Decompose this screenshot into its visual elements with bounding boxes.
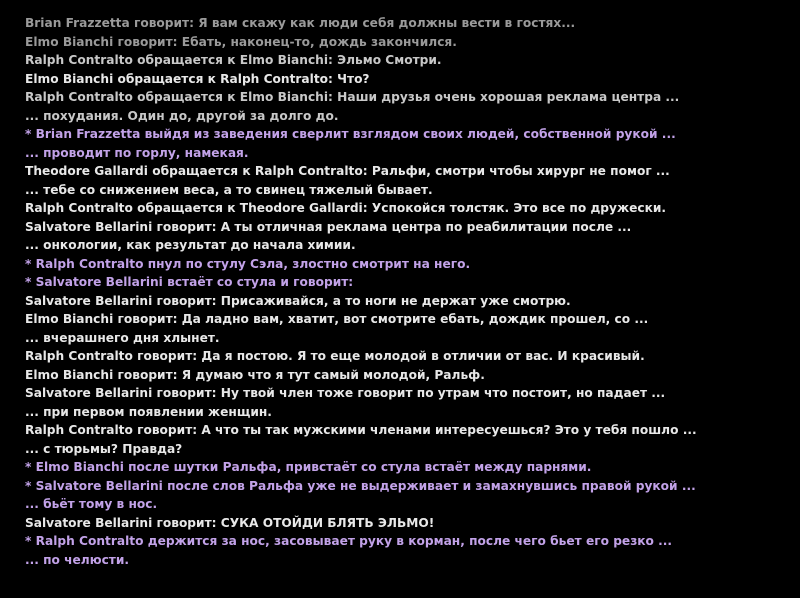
chat-line: Ralph Contralto говорит: Да я постою. Я то еще молодой в отличии от вас. И красивый. (25, 349, 645, 363)
chat-line: Salvatore Bellarini говорит: Присаживайся, а то ноги не держат уже смотрю. (25, 293, 571, 308)
chat-line: Elmo Bianchi обращается к Ralph Contralto: Что? (25, 71, 370, 86)
chat-line: ... с тюрьмы? Правда? (25, 441, 183, 456)
chat-line: Elmo Bianchi говорит: Ебать, наконец-то, дождь закончился. (25, 34, 457, 49)
chat-line: Elmo Bianchi говорит: Я думаю что я тут самый молодой, Ральф. (25, 367, 485, 382)
chat-line: * Ralph Contralto держится за нос, засовывает руку в корман, после чего бьет его резко ... (25, 534, 673, 548)
chat-line: * Salvatore Bellarini встаёт со стула и говорит: (25, 275, 354, 289)
chat-line: Salvatore Bellarini говорит: Ну твой член тоже говорит по утрам что постоит, но падает ... (25, 386, 666, 400)
chat-line: Ralph Contralto обращается к Theodore Gallardi: Успокойся толстяк. Это все по дружески. (25, 201, 667, 215)
chat-line: Salvatore Bellarini говорит: СУКА ОТОЙДИ БЛЯТЬ ЭЛЬМО! (25, 515, 435, 530)
chat-line: Ralph Contralto говорит: А что ты так мужскими членами интересуешься? Это у тебя пошло ... (25, 423, 697, 437)
chat-line: Elmo Bianchi говорит: Да ладно вам, хватит, вот смотрите ебать, дождик прошел, со ... (25, 312, 649, 326)
chat-line: * Brian Frazzetta выйдя из заведения сверлит взглядом своих людей, собственной рукой ... (25, 127, 676, 141)
chat-line: ... бьёт тому в нос. (25, 497, 158, 511)
chat-line: ... похудания. Один до, другой за долго до. (25, 108, 339, 123)
chat-log (25, 14, 795, 569)
chat-line: ... при первом появлении женщин. (25, 404, 272, 419)
chat-line: * Elmo Bianchi после шутки Ральфа, привстаёт со стула встаёт между парнями. (25, 460, 592, 474)
chat-line: ... по челюсти. (25, 552, 130, 567)
chat-line: Brian Frazzetta говорит: Я вам скажу как люди себя должны вести в гостях... (25, 16, 576, 30)
chat-line: * Ralph Contralto пнул по стулу Сэла, злостно смотрит на него. (25, 256, 471, 271)
chat-line: ... тебе со снижением веса, а то свинец тяжелый бывает. (25, 182, 433, 197)
chat-line: * Salvatore Bellarini после слов Ральфа уже не выдерживает и замахнувшись правой рукой ... (25, 478, 696, 493)
chat-line: Theodore Gallardi обращается к Ralph Contralto: Ральфи, смотри чтобы хирург не помог ... (25, 164, 670, 178)
chat-line: ... вчерашнего дня хлынет. (25, 330, 220, 345)
chat-line: ... онкологии, как результат до начала химии. (25, 238, 356, 252)
chat-line: Salvatore Bellarini говорит: А ты отличная реклама центра по реабилитации после ... (25, 219, 632, 234)
chat-line: ... проводит по горлу, намекая. (25, 145, 249, 160)
chat-line: Ralph Contralto обращается к Elmo Bianchi: Эльмо Смотри. (25, 53, 442, 67)
chat-line: Ralph Contralto обращается к Elmo Bianchi: Наши друзья очень хорошая реклама центра ... (25, 90, 680, 104)
